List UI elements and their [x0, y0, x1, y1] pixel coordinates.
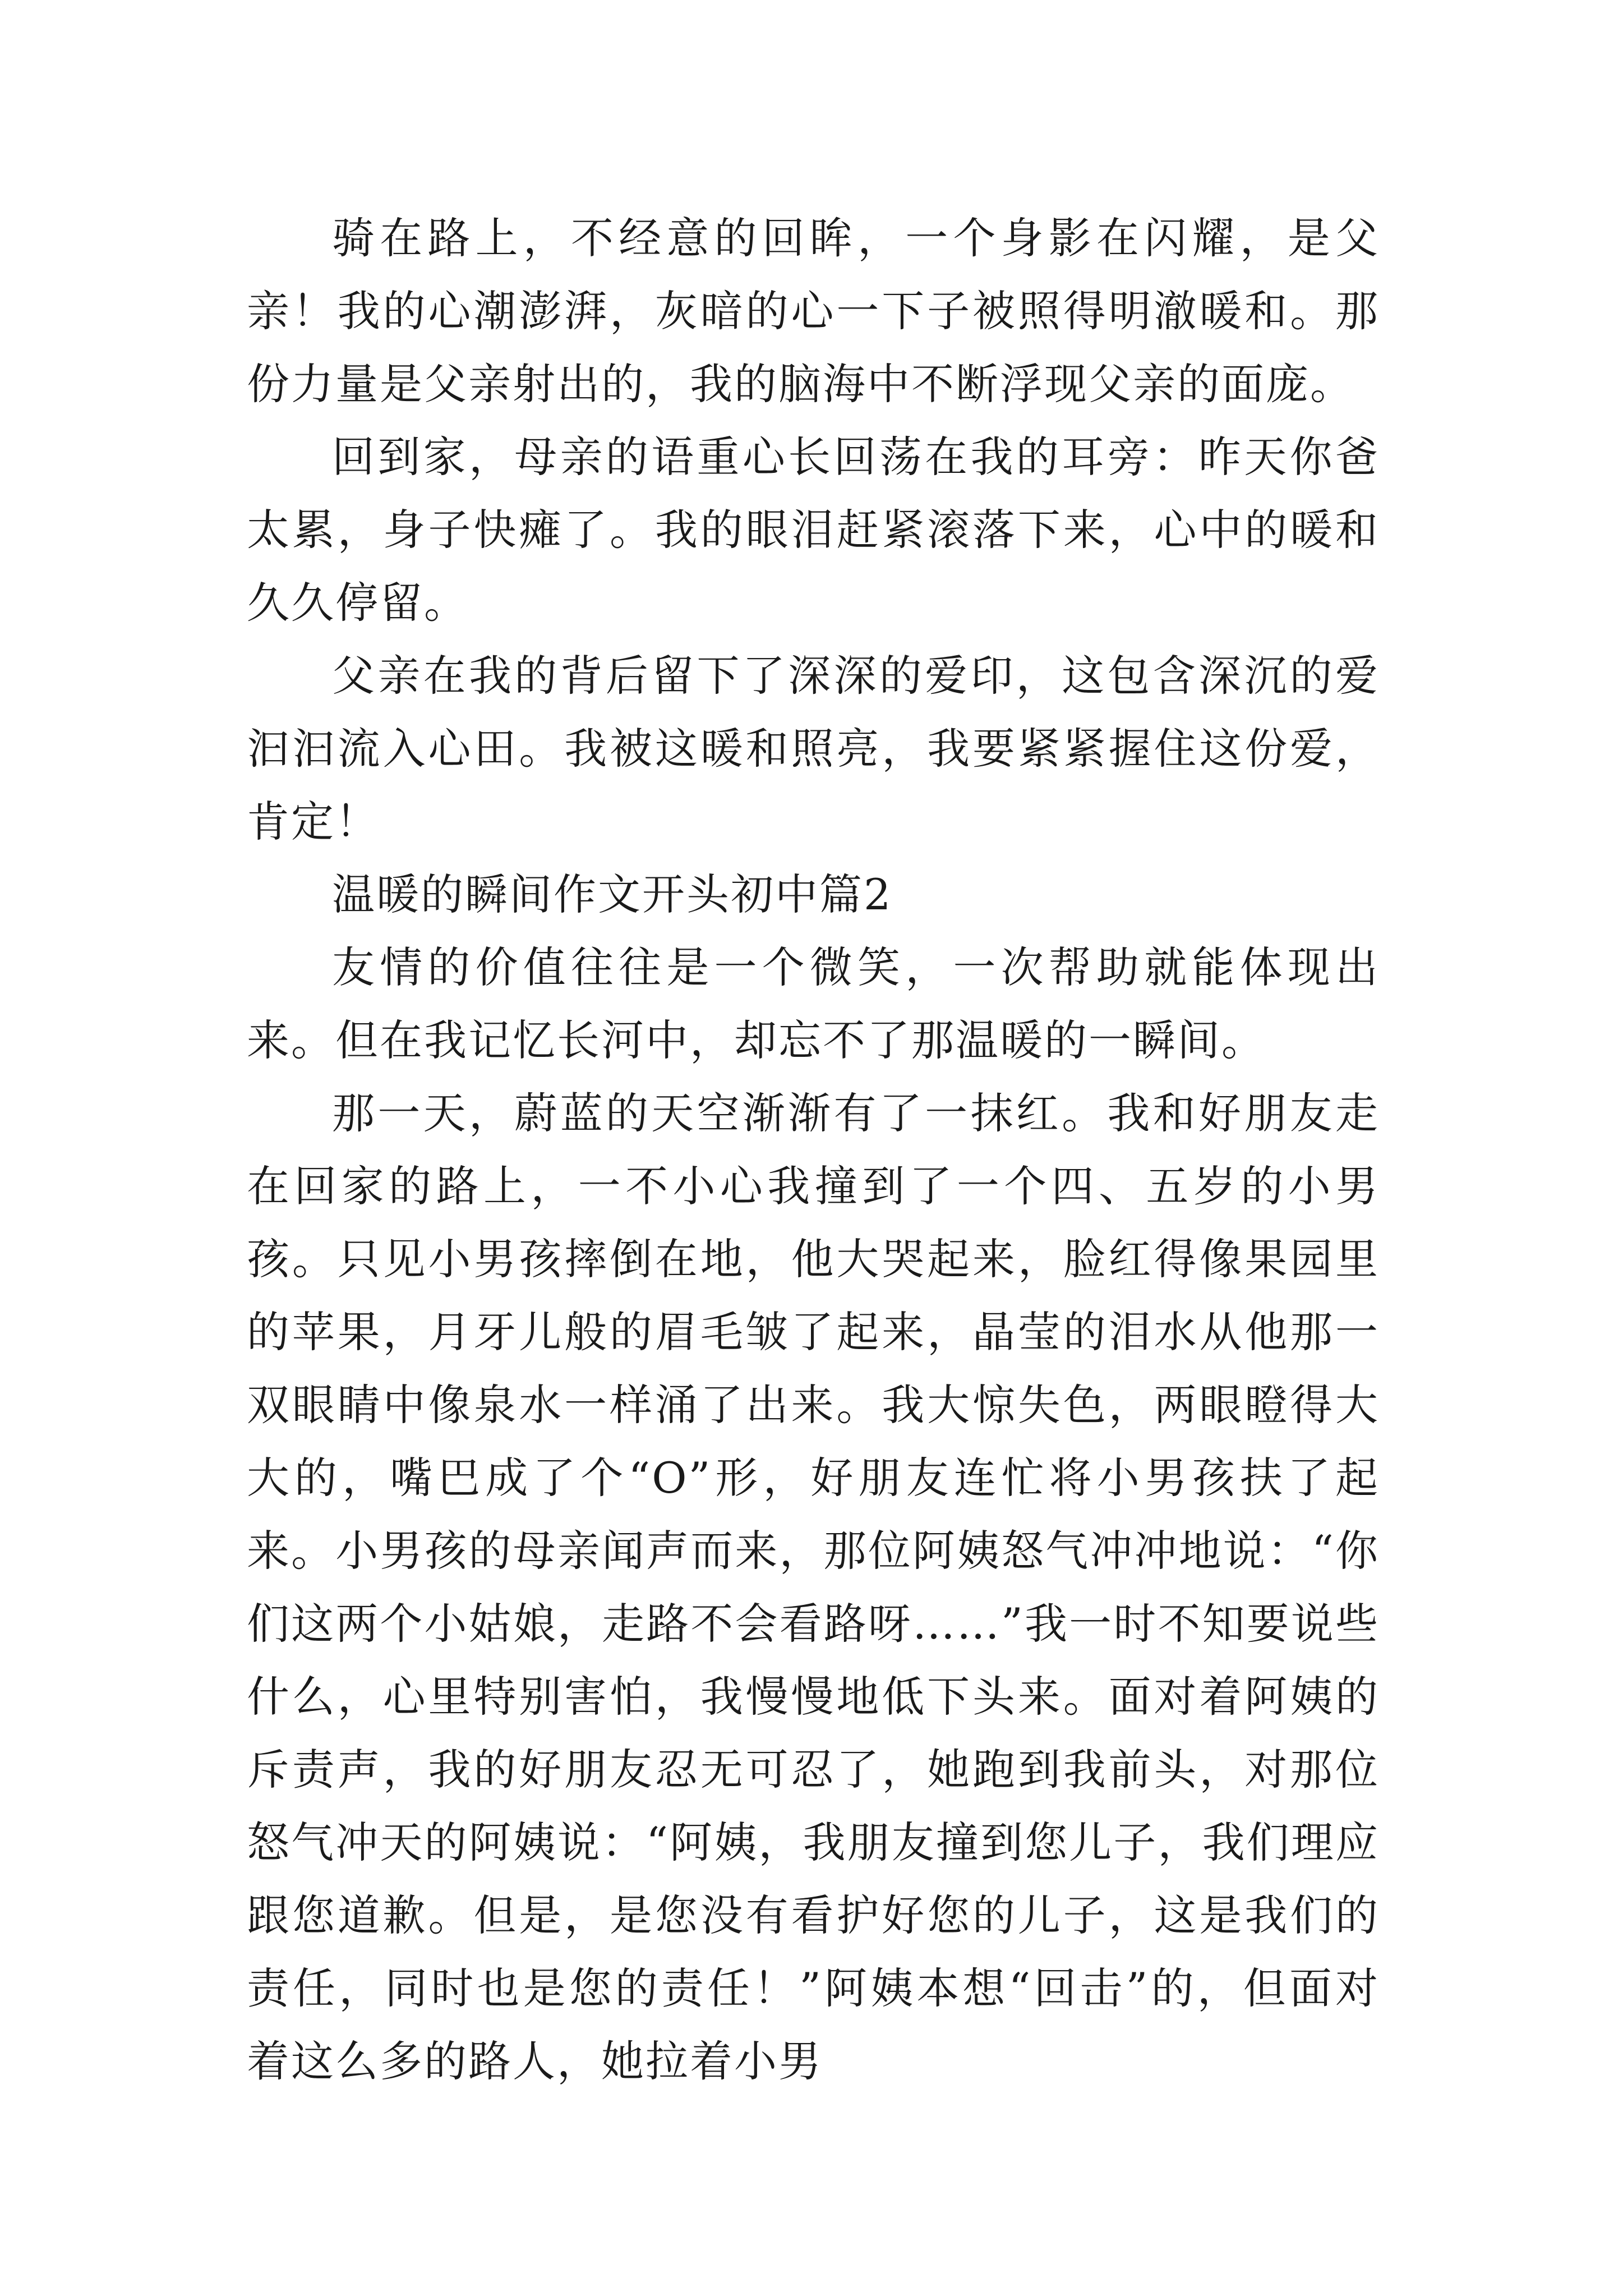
paragraph-2: 回到家，母亲的语重心长回荡在我的耳旁：昨天你爸太累，身子快瘫了。我的眼泪赶紧滚落下来，心中的暖和久久停留。 — [247, 432, 1380, 628]
paragraph-4: 友情的价值往往是一个微笑，一次帮助就能体现出来。但在我记忆长河中，却忘不了那温暖的一瞬间。 — [247, 942, 1380, 1065]
paragraph-3: 父亲在我的背后留下了深深的爱印，这包含深沉的爱汩汩流入心田。我被这暖和照亮，我要紧紧握住这份爱，肯定！ — [247, 651, 1380, 846]
paragraph-1: 骑在路上，不经意的回眸，一个身影在闪耀，是父亲！我的心潮澎湃，灰暗的心一下子被照得明澈暖和。那份力量是父亲射出的，我的脑海中不断浮现父亲的面庞。 — [247, 213, 1380, 409]
document-body — [247, 202, 1380, 2098]
paragraph-5: 那一天，蔚蓝的天空渐渐有了一抹红。我和好朋友走在回家的路上，一不小心我撞到了一个四、五岁的小男孩。只见小男孩摔倒在地，他大哭起来，脸红得像果园里的苹果，月牙儿般的眉毛皱了起来，晶莹的泪水从他那一双眼睛中像泉水一样涌了出来。我大惊失色，两眼瞪得大大的，嘴巴成了个“O”形，好朋友连忙将小男孩扶了起来。小男孩的母亲闻声而来，那位阿姨怒气冲冲地说：“你们这两个小姑娘，走路不会看路呀……”我一时不知要说些什么，心里特别害怕，我慢慢地低下头来。面对着阿姨的斥责声，我的好朋友忍无可忍了，她跑到我前头，对那位怒气冲天的阿姨说：“阿姨，我朋友撞到您儿子，我们理应跟您道歉。但是，是您没有看护好您的儿子，这是我们的责任，同时也是您的责任！”阿姨本想“回击”的，但面对着这么多的路人，她拉着小男 — [247, 1088, 1380, 2086]
section-heading: 温暖的瞬间作文开头初中篇2 — [332, 869, 893, 919]
